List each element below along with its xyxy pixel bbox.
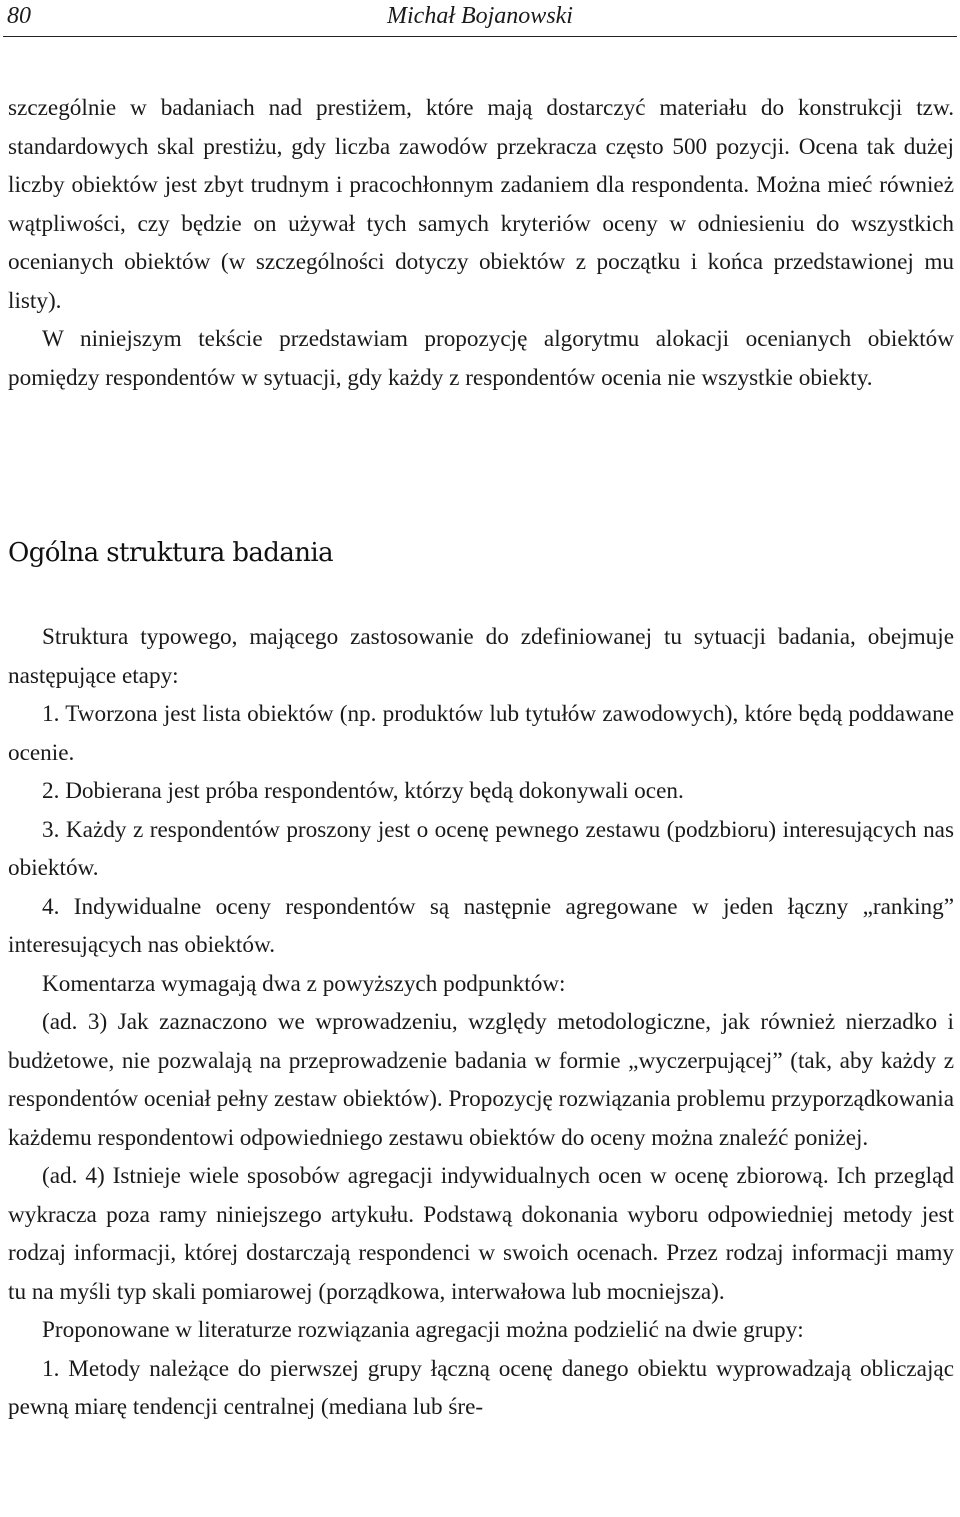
page-number: 80 [7, 3, 31, 29]
intro-paragraph: szczególnie w badaniach nad prestiżem, które mają dostarczyć materiału do konstrukcji tzw. standardowych skal prestiżu, gdy liczba zawodów przekracza często 500 pozycji. Ocena tak dużej liczby obiektów jest zbyt trudnym i pracochłonnym zadaniem dla respondenta. Można mieć również wątpliwości, czy będzie on używał tych samych kryteriów oceny w odniesieniu do wszystkich ocenianych obiektów (w szczególności dotyczy obiektów z początku i końca przedstawionej mu listy). [8, 95, 954, 314]
section-paragraph: Struktura typowego, mającego zastosowanie do zdefiniowanej tu sytuacji badania, obejmuje następujące etapy: [8, 624, 954, 689]
intro-text [8, 89, 954, 397]
section-heading: Ogólna struktura badania [8, 538, 333, 568]
intro-paragraph: W niniejszym tekście przedstawiam propozycję algorytmu alokacji ocenianych obiektów pomiędzy respondentów w sytuacji, gdy każdy z respondentów ocenia nie wszystkie obiekty. [8, 326, 954, 391]
comment-intro: Komentarza wymagają dwa z powyższych podpunktów: [42, 970, 566, 997]
section-text [8, 618, 954, 1427]
list-item-step-3: 3. Każdy z respondentów proszony jest o ocenę pewnego zestawu (podzbioru) interesujących nas obiektów. [8, 816, 954, 881]
groups-intro: Proponowane w literaturze rozwiązania agregacji można podzielić na dwie grupy: [42, 1317, 804, 1343]
list-item-step-4: 4. Indywidualne oceny respondentów są następnie agregowane w jeden łączny „ranking” interesujących nas obiektów. [8, 893, 954, 958]
comment-ad-3: (ad. 3) Jak zaznaczono we wprowadzeniu, względy metodologiczne, jak również nierzadko i budżetowe, nie pozwalają na przeprowadzenie badania w formie „wyczerpującej” (tak, aby każdy z respondentów oceniał pełny zestaw obiektów). Propozycję rozwiązania problemu przyporządkowania każdemu respondentowi odpowiedniego zestawu obiektów do oceny można znaleźć poniżej. [8, 1009, 954, 1151]
page-header [0, 0, 960, 38]
list-item-step-1: 1. Tworzona jest lista obiektów (np. produktów lub tytułów zawodowych), które będą poddawane ocenie. [8, 701, 954, 766]
list-item-step-2: 2. Dobierana jest próba respondentów, którzy będą dokonywali ocen. [42, 778, 684, 804]
header-divider [3, 36, 957, 37]
running-header-author: Michał Bojanowski [387, 3, 573, 29]
list-item-group-1: 1. Metody należące do pierwszej grupy łączną ocenę danego obiektu wyprowadzają obliczając pewną miarę tendencji centralnej (mediana lub śre- [8, 1355, 954, 1420]
comment-ad-4: (ad. 4) Istnieje wiele sposobów agregacji indywidualnych ocen w ocenę zbiorową. Ich przegląd wykracza poza ramy niniejszego artykułu. Podstawą dokonania wyboru odpowiedniej metody jest rodzaj informacji, której dostarczają respondenci w swoich ocenach. Przez rodzaj informacji mamy tu na myśli typ skali pomiarowej (porządkowa, interwałowa lub mocniejsza). [8, 1163, 954, 1305]
